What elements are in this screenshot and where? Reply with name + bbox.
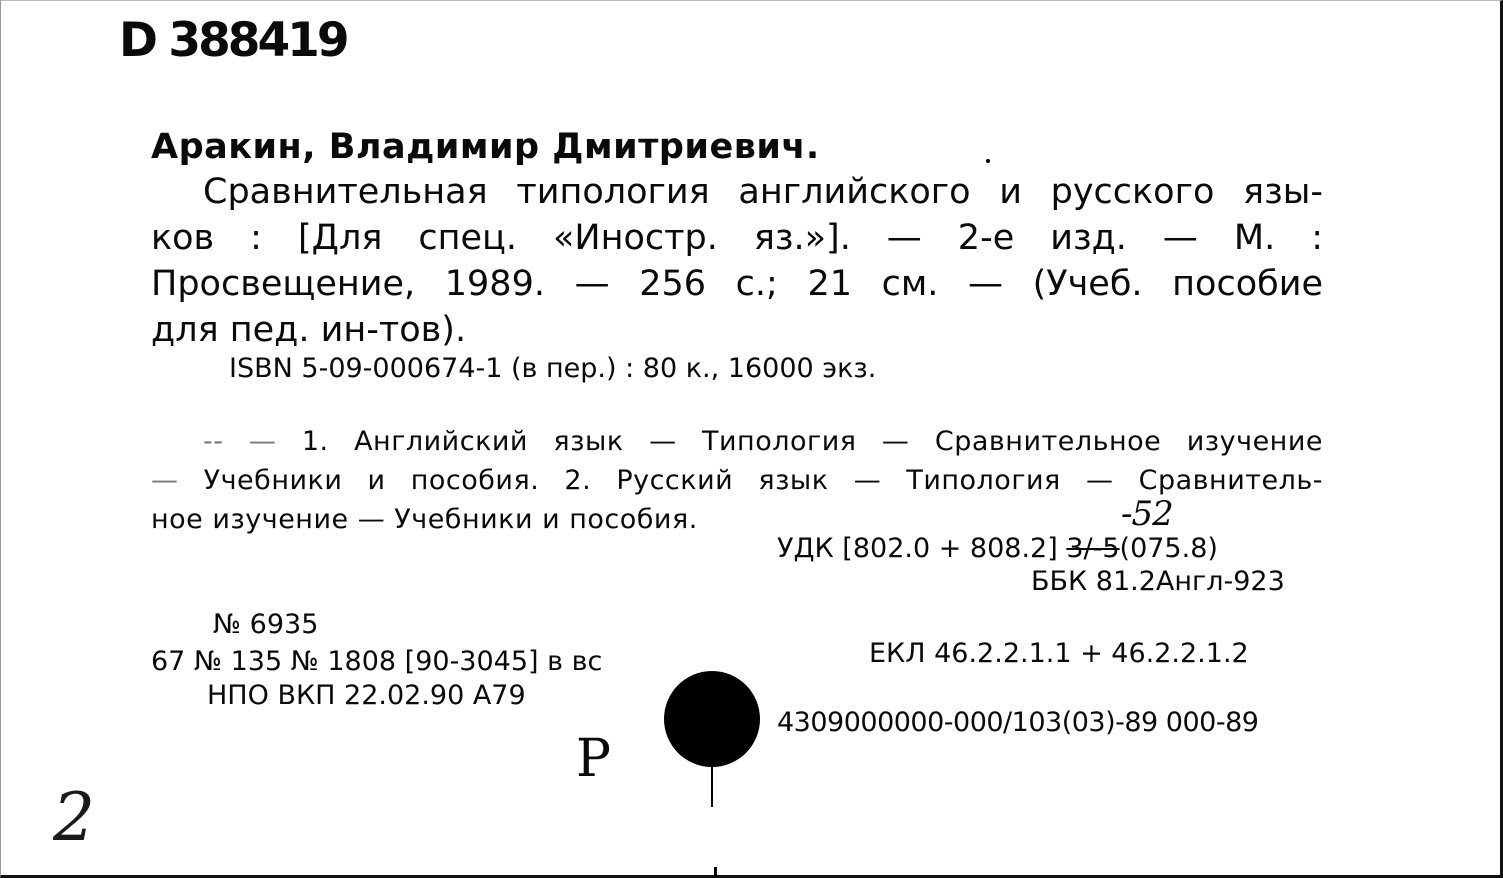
description-line: Сравнительная типология английского и русского язы- <box>203 172 1323 212</box>
author-heading: Аракин, Владимир Дмитриевич. <box>151 127 820 167</box>
isbn-line: ISBN 5-09-000674-1 (в пер.) : 80 к., 16000 экз. <box>229 353 877 384</box>
bibliographic-description <box>151 169 1323 353</box>
handwritten-correction: -52 <box>1121 494 1173 534</box>
letter-mark: Р <box>576 729 611 789</box>
line-dash: — <box>151 465 179 496</box>
subject-line <box>151 422 1323 461</box>
punch-hole-stem <box>711 763 713 807</box>
description-line: Просвещение, 1989. — 256 с.; 21 см. — (Учеб. пособие <box>151 264 1323 304</box>
punch-hole-dot <box>664 671 760 767</box>
stray-dot <box>986 159 990 163</box>
bottom-tick <box>714 867 717 877</box>
order-line: 67 № 135 № 1808 [90-3045] в вс <box>151 646 603 677</box>
subject-text: Учебники и пособия. 2. Русский язык — Типология — Сравнитель- <box>203 465 1323 496</box>
udk-suffix: (075.8) <box>1119 533 1218 564</box>
subject-text: 1. Английский язык — Типология — Сравнительное изучение <box>301 426 1323 457</box>
description-line: ков : [Для спец. «Иностр. яз.»]. — 2-е изд. — М. : <box>151 218 1323 258</box>
udk-prefix: УДК [802.0 + 808.2] <box>777 533 1058 564</box>
description-line: для пед. ин-тов). <box>151 310 467 350</box>
inventory-number: D 388419 <box>119 13 347 68</box>
card-number: № 6935 <box>213 609 319 640</box>
handwritten-number: 2 <box>53 779 95 856</box>
subject-line: ное изучение — Учебники и пособия. <box>151 504 698 535</box>
lead-dash: -- — <box>203 426 277 457</box>
npo-line: НПО ВКП 22.02.90 А79 <box>207 680 526 711</box>
bbk-line: ББК 81.2Англ-923 <box>1031 566 1285 597</box>
udk-line <box>777 533 1218 564</box>
publisher-code: 4309000000-000/103(03)-89 000-89 <box>777 707 1259 738</box>
ekl-line: ЕКЛ 46.2.2.1.1 + 46.2.2.1.2 <box>869 638 1249 669</box>
udk-struck-code: 3/-5 <box>1066 533 1120 564</box>
